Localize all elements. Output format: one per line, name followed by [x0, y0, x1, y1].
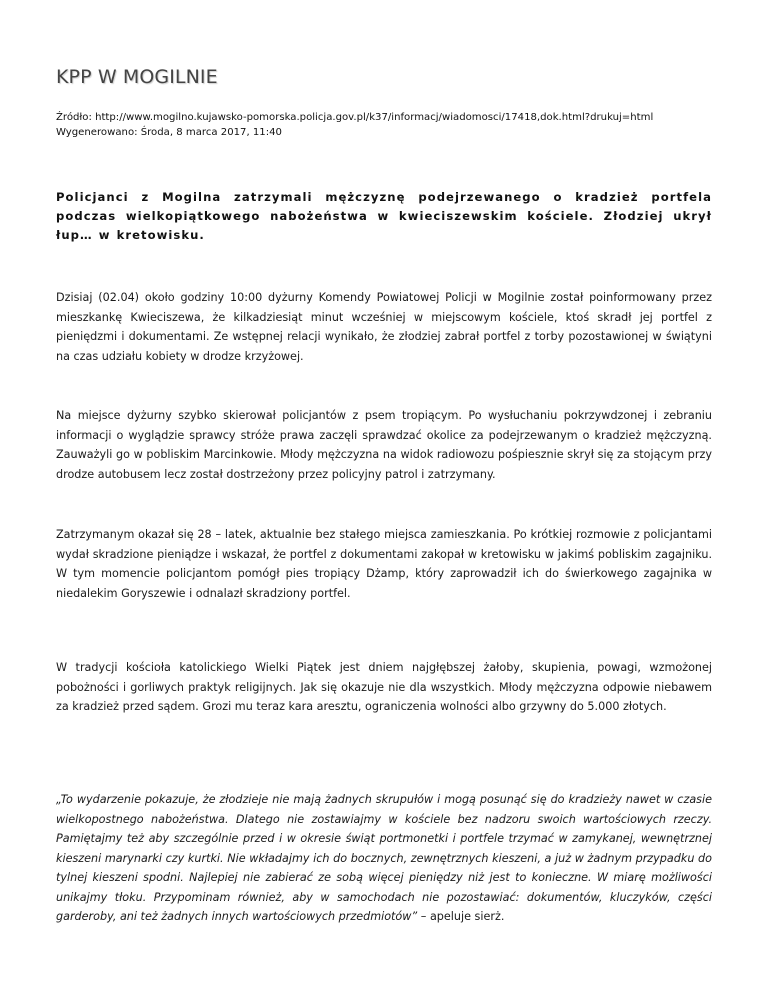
article-paragraph-3: Zatrzymanym okazał się 28 – latek, aktualnie bez stałego miejsca zamieszkania. Po krótkiej rozmowie z policjantami wydał skradzione pieniądze i wskazał, że portfel z dokumentami zakopał w kretowisku w jakimś pobliskim zagajniku. W tym momencie policjantom pomógł pies tropiący Dżamp, który zaprowadził ich do świerkowego zagajnika w niedalekim Goryszewie i odnalazł skradziony portfel. [56, 528, 712, 600]
article-paragraph-1: Dzisiaj (02.04) około godziny 10:00 dyżurny Komendy Powiatowej Policji w Mogilnie został poinformowany przez mieszkankę Kwieciszewa, że kilkadziesiąt minut wcześniej w miejscowym kościele, ktoś skradł jej portfel z pieniędzmi i dokumentami. Ze wstępnej relacji wynikało, że złodziej zabrał portfel z torby pozostawionej w świątyni na czas udziału kobiety w drodze krzyżowej. [56, 291, 712, 363]
quote-attribution: – apeluje sierż. [417, 910, 505, 923]
print-metadata [56, 110, 653, 140]
site-title: KPP W MOGILNIE [56, 66, 218, 88]
article-quote-paragraph [56, 790, 712, 927]
source-line: Źródło: http://www.mogilno.kujawsko-pomorska.policja.gov.pl/k37/informacj/wiadomosci/17418,dok.html?drukuj=html [56, 112, 654, 123]
article-paragraph-4: W tradycji kościoła katolickiego Wielki Piątek jest dniem najgłębszej żałoby, skupienia, powagi, wzmożonej pobożności i gorliwych praktyk religijnych. Jak się okazuje nie dla wszystkich. Młody mężczyzna odpowie niebawem za kradzież przed sądem. Grozi mu teraz kara aresztu, ograniczenia wolności albo grzywny do 5.000 złotych. [56, 661, 712, 713]
generated-line: Wygenerowano: Środa, 8 marca 2017, 11:40 [56, 127, 282, 138]
article-quote: „To wydarzenie pokazuje, że złodzieje nie mają żadnych skrupułów i mogą posunąć się do kradzieży nawet w czasie wielkopostnego nabożeństwa. Dlatego nie zostawiajmy w kościele bez nadzoru swoich wartościowych rzeczy. Pamiętajmy też aby szczególnie przed i w okresie świąt portmonetki i portfele trzymać w zamykanej, wewnętrznej kieszeni marynarki czy kurtki. Nie wkładajmy ich do bocznych, zewnętrznych kieszeni, a już w żadnym przypadku do tylnej kieszeni spodni. Najlepiej nie zabierać ze sobą więcej pieniędzy niż jest to konieczne. W miarę możliwości unikajmy tłoku. Przypominam również, aby w samochodach nie pozostawiać: dokumentów, kluczyków, części garderoby, ani też żadnych innych wartościowych przedmiotów” [56, 793, 712, 923]
article-paragraph-2: Na miejsce dyżurny szybko skierował policjantów z psem tropiącym. Po wysłuchaniu pokrzywdzonej i zebraniu informacji o wyglądzie sprawcy stróże prawa zaczęli sprawdzać okolice za podejrzewanym o kradzież mężczyzną. Zauważyli go w pobliskim Marcinkowie. Młody mężczyzna na widok radiowozu pośpiesznie skrył się za stojącym przy drodze autobusem lecz został dostrzeżony przez policyjny patrol i zatrzymany. [56, 409, 712, 481]
article-lead: Policjanci z Mogilna zatrzymali mężczyznę podejrzewanego o kradzież portfela podczas wielkopiątkowego nabożeństwa w kwieciszewskim kościele. Złodziej ukrył łup… w kretowisku. [56, 190, 712, 242]
